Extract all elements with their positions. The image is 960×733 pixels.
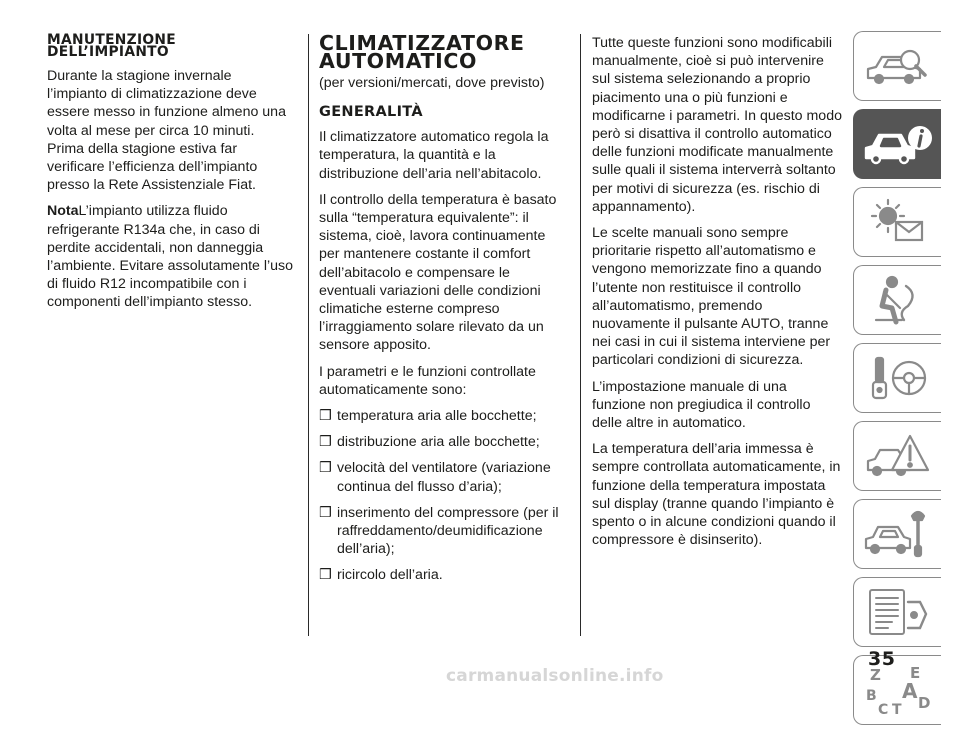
note-text: L’impianto utilizza fluido refrigerante R134a che, in caso di perdite accidentali, non danneggia l’ambiente. Evitare assolutamente l’uso di fluido R12 incompatibile con i componenti dell’impianto stesso. [47, 203, 294, 311]
index-letter: T [892, 702, 902, 718]
tab-car-search[interactable] [853, 31, 941, 101]
roadside-emergency-icon [862, 428, 934, 484]
bullet-mark: ❒ [319, 504, 332, 521]
page-number: 35 [868, 648, 896, 670]
heading-line: CLIMATIZZATORE [319, 31, 525, 55]
index-letter: C [878, 702, 889, 718]
car-info-icon [862, 116, 934, 172]
bullet-mark: ❒ [319, 408, 332, 425]
paragraph: Tutte queste funzioni sono modificabili manualmente, cioè si può intervenire sul sistema selezionando a proprio piacimento una o più funzioni e modificarne i parametri. In questo modo però si disattiva il controllo automatico delle funzioni modificate manualmente sulle quali il sistema interverrà soltanto per motivi di sicurezza (es. rischio di appannamento). [592, 35, 842, 215]
list-item [319, 504, 569, 559]
car-search-icon [862, 38, 934, 94]
tab-warning-lights[interactable] [853, 187, 941, 257]
car-maintenance-icon [862, 506, 934, 562]
heading-line: AUTOMATICO [319, 49, 478, 73]
tab-airbag-seatbelt[interactable] [853, 265, 941, 335]
tab-key-steering-wheel[interactable] [853, 343, 941, 413]
list-item-text: inserimento del compressore (per il raffreddamento/deumidificazione dell’aria); [337, 504, 559, 558]
tab-car-info[interactable] [853, 109, 941, 179]
paragraph: Il climatizzatore automatico regola la temperatura, la quantità e la distribuzione dell’aria nell’abitacolo. [319, 129, 549, 182]
column-climate-control [319, 31, 569, 593]
paragraph: Durante la stagione invernale l’impianto di climatizzazione deve essere messo in funzione almeno una volta al mese per circa 10 minuti. Prima della stagione estiva far verificare l’efficienza dell’impianto presso la Rete Assistenziale Fiat. [47, 68, 286, 194]
bullet-mark: ❒ [319, 567, 332, 584]
subtitle: (per versioni/mercati, dove previsto) [319, 75, 545, 91]
list-item-text: velocità del ventilatore (variazione continua del flusso d’aria); [337, 460, 551, 495]
list-item-text: ricircolo dell’aria. [337, 567, 443, 584]
column-manual-settings [592, 34, 844, 557]
key-steering-wheel-icon [862, 350, 934, 406]
tab-roadside-emergency[interactable] [853, 421, 941, 491]
note-label: Nota [47, 203, 79, 220]
list-item-text: distribuzione aria alle bocchette; [337, 434, 540, 451]
subheading-general: GENERALITÀ [319, 104, 423, 121]
index-letter: A [902, 679, 918, 703]
paragraph: Le scelte manuali sono sempre prioritarie rispetto all’automatismo e vengono memorizzate fino a quando l’utente non restituisce il controllo all’automatismo, premendo nuovamente il pulsante AUTO, tranne nei casi in cui il sistema interviene per particolari condizioni di sicurezza. [592, 225, 831, 369]
chapter-tabs [853, 31, 941, 733]
list-item [319, 433, 569, 451]
tab-alphabetical-index[interactable] [853, 655, 941, 725]
column-divider [308, 34, 309, 636]
heading-line: DELL’IMPIANTO [47, 44, 169, 60]
airbag-seatbelt-icon [862, 272, 934, 328]
paragraph: Il controllo della temperatura è basato sulla “temperatura equivalente”: il sistema, cioè, lavora continuamente per mantenere costante il comfort dell’abitacolo e compensare le eventuali variazioni delle condizioni climatiche esterne compreso l’irraggiamento solare rilevato da un sensore apposito. [319, 191, 557, 354]
tab-car-maintenance[interactable] [853, 499, 941, 569]
heading-maintenance [47, 34, 295, 58]
note-paragraph [47, 202, 295, 311]
column-maintenance [47, 34, 295, 320]
bullet-mark: ❒ [319, 460, 332, 477]
list-item [319, 566, 569, 584]
list-item [319, 407, 569, 425]
index-letter: Z [870, 666, 881, 684]
list-item [319, 459, 569, 495]
bullet-mark: ❒ [319, 434, 332, 451]
heading-climate-control [319, 31, 569, 73]
technical-data-icon [862, 584, 934, 640]
index-letter: D [918, 694, 931, 712]
paragraph: I parametri e le funzioni controllate automaticamente sono: [319, 363, 536, 398]
paragraph: La temperatura dell’aria immessa è sempre controllata automaticamente, in funzione della temperatura impostata sul display (tranne quando l’impianto è spento o in alcune condizioni quando il compressore è disinserito). [592, 441, 841, 549]
tab-technical-data[interactable] [853, 577, 941, 647]
index-letter: E [910, 664, 921, 682]
warning-lights-icon [862, 194, 934, 250]
list-item-text: temperatura aria alle bocchette; [337, 408, 537, 425]
index-letter: B [866, 688, 877, 704]
watermark: carmanualsonline.info [446, 666, 664, 686]
alphabetical-index-icon [862, 662, 934, 718]
column-divider [580, 34, 581, 636]
heading-line: MANUTENZIONE [47, 32, 176, 48]
paragraph: L’impostazione manuale di una funzione non pregiudica il controllo delle altre in automatico. [592, 378, 811, 432]
